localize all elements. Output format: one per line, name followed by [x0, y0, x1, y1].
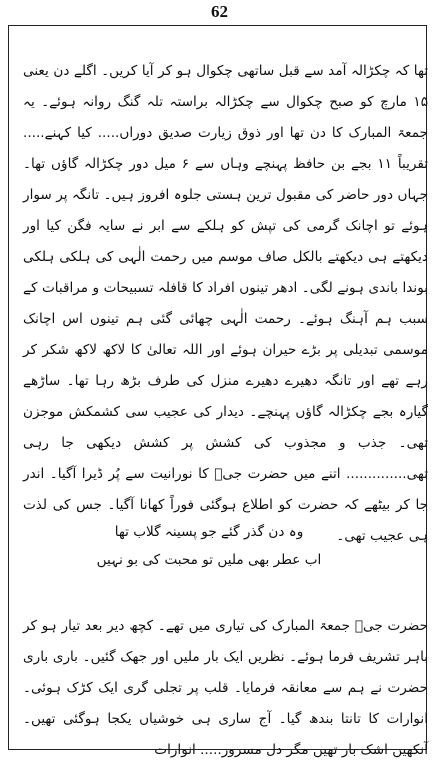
page-number: 62: [211, 2, 228, 21]
verse-line-2: اب عطر بھی ملیں تو محبت کی بو نہیں: [96, 552, 322, 568]
page-frame: [8, 25, 429, 758]
paragraph-1: تھا کہ چکڑالہ آمد سے قبل ساتھی چکوال ہو کر آیا کریں۔ اگلے دن یعنی ۱۵ مارچ کو صبح چکوال سے چکڑالہ براستہ تلہ گنگ روانہ ہوئے۔ یہ جمعۃ المبارک کا دن تھا اور ذوق زیارت صدیق دوراں..... کیا کہنے..... تقریباً ۱۱ بجے بن حافظ پہنچے وہاں سے ۶ میل دور چکڑالہ گاؤں تھا۔ جہاں دور حاضر کی مقبول ترین ہستی جلوہ افروز ہیں۔ تانگہ پر سوار ہوئے تو اچانک گرمی کی تپش کو ہلکے سے ابر نے سایہ فگن کیا اور دیکھتے ہی دیکھتے بالکل صاف موسم میں رحمت الٰہی کی ہلکی ہلکی بوندا باندی ہونے لگی۔ ادھر تینوں افراد کا قافلہ تسبیحات و مراقبات کے سبب ہم آہنگ ہوئے۔ رحمت الٰہی چھائی گئی ہم تینوں اس اچانک موسمی تبدیلی پر بڑے حیران ہوئے اور اللہ تعالیٰ کا لاکھ لاکھ شکر کر رہے تھے اور تانگہ دھیرے دھیرے منزل کی طرف بڑھ رہا تھا۔ ساڑھے گیارہ بجے چکڑالہ گاؤں پہنچے۔ دیدار کی عجیب سی کشمکش موجزن تھی۔ جذب و مجذوب کی کشش پر کشش دیکھی جا رہی تھی.............. اتنے میں حضرت جیؒ کا نورانیت سے پُر ڈیرا آگیا۔ اندر جا کر بیٹھے کہ حضرت کو اطلاع ہوگئی فوراً کھانا آگیا۔ جس کی لذت ہی عجیب تھی۔: [23, 63, 429, 544]
paragraph-2: حضرت جیؒ جمعۃ المبارک کی تیاری میں تھے۔ کچھ دیر بعد تیار ہو کر باہر تشریف فرما ہوئے۔ نظریں ایک بار ملیں اور جھک گئیں۔ باری باری حضرت نے ہم سے معانقہ فرمایا۔ قلب پر تجلی گری ایک کڑک ہوئی۔ انوارات کا تانتا بندھ گیا۔ آج ساری ہی خوشیاں یکجا ہوگئی تھیں۔ آنکھیں اشک بار تھیں مگر دل مسرور..... انوارات: [23, 618, 428, 758]
verse-line-1: وہ دن گذر گئے جو پسینہ گلاب تھا: [114, 524, 304, 540]
